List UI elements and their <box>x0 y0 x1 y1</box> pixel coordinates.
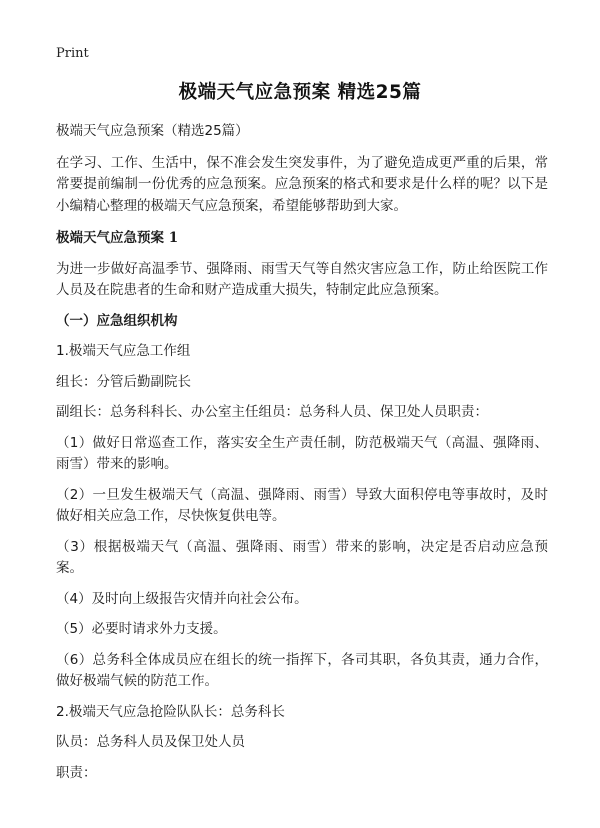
print-link[interactable]: Print <box>56 46 89 61</box>
group2-members: 队员：总务科人员及保卫处人员 <box>56 734 245 750</box>
document-subtitle: 极端天气应急预案（精选25篇） <box>56 123 249 139</box>
section-heading-number: 1 <box>168 230 179 246</box>
duty-item-2: （2）一旦发生极端天气（高温、强降雨、雨雪）导致大面积停电等事故时，及时做好相关应急工作，尽快恢复供电等。 <box>56 486 548 524</box>
duty-item-4: （4）及时向上级报告灾情并向社会公布。 <box>56 590 308 607</box>
group2-title: 2.极端天气应急抢险队队长：总务科长 <box>56 703 285 720</box>
section-heading-text: 极端天气应急预案 <box>56 230 164 246</box>
intro-paragraph: 在学习、工作、生活中，保不准会发生突发事件，为了避免造成更严重的后果，常常要提前编制一份优秀的应急预案。应急预案的格式和要求是什么样的呢？以下是小编精心整理的极端天气应急预案，希望能够帮助到大家。 <box>56 154 548 214</box>
group1-deputy: 副组长：总务科科长、办公室主任组员：总务科人员、保卫处人员职责： <box>56 404 488 420</box>
duty-item-1: （1）做好日常巡查工作，落实安全生产责任制，防范极端天气（高温、强降雨、雨雪）带来的影响。 <box>56 434 548 472</box>
document-body <box>56 121 548 793</box>
duty-item-3: （3）根据极端天气（高温、强降雨、雨雪）带来的影响，决定是否启动应急预案。 <box>56 538 548 576</box>
section-intro-paragraph: 为进一步做好高温季节、强降雨、雨雪天气等自然灾害应急工作，防止给医院工作人员及在院患者的生命和财产造成重大损失，特制定此应急预案。 <box>56 260 548 298</box>
group2-duties: 职责： <box>56 764 97 781</box>
section-heading <box>56 228 548 250</box>
group1-leader: 组长：分管后勤副院长 <box>56 373 191 390</box>
duty-item-6: （6）总务科全体成员应在组长的统一指挥下，各司其职，各负其责，通力合作，做好极端气候的防范工作。 <box>56 651 548 689</box>
duty-item-5: （5）必要时请求外力支援。 <box>56 621 227 637</box>
group1-title: 1.极端天气应急工作组 <box>56 343 191 359</box>
page-title: 极端天气应急预案 精选25篇 <box>178 82 422 103</box>
org-heading: （一）应急组织机构 <box>56 312 178 329</box>
